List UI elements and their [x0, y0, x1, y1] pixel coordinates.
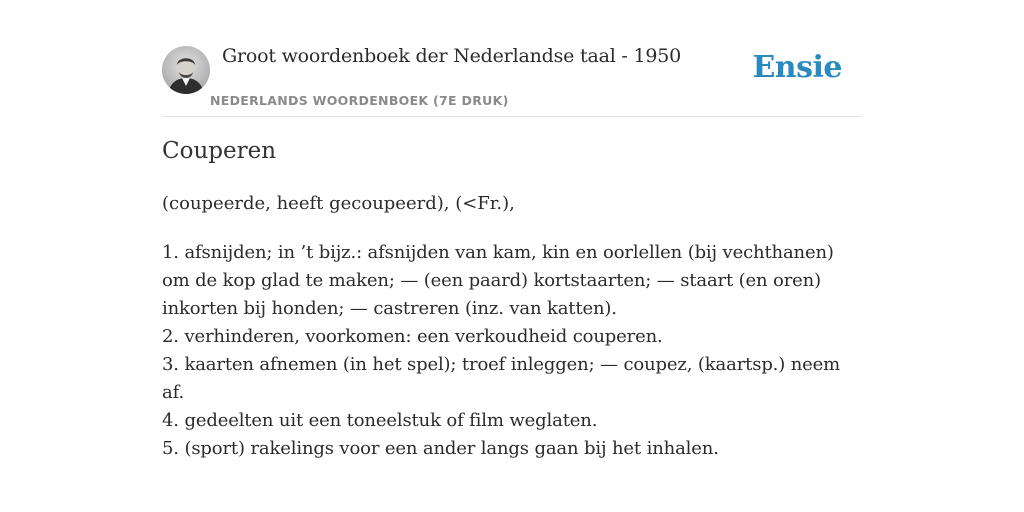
definition-item: 5. (sport) rakelings voor een ander langs gaan bij het inhalen. — [162, 438, 719, 459]
brand-logo[interactable]: Ensie — [752, 50, 842, 85]
definition-item: 2. verhinderen, voorkomen: een verkoudheid couperen. — [162, 326, 663, 347]
source-header — [162, 44, 862, 117]
source-subtitle: NEDERLANDS WOORDENBOEK (7E DRUK) — [210, 93, 509, 108]
entry-headword: Couperen — [162, 138, 277, 164]
author-avatar[interactable] — [162, 46, 210, 94]
definition-item: 4. gedeelten uit een toneelstuk of film weglaten. — [162, 410, 598, 431]
entry-grammar: (coupeerde, heeft gecoupeerd), (<Fr.), — [162, 193, 515, 214]
source-title[interactable]: Groot woordenboek der Nederlandse taal - 1950 — [222, 45, 682, 67]
definition-item: 3. kaarten afnemen (in het spel); troef inleggen; — coupez, (kaartsp.) neem af. — [162, 354, 841, 403]
portrait-photo-icon — [162, 46, 210, 94]
definition-list — [162, 239, 866, 463]
definition-item: 1. afsnijden; in ’t bijz.: afsnijden van kam, kin en oorlellen (bij vechthanen) om de kop glad te maken; — (een paard) kortstaarten; — staart (en oren) inkorten bij honden; — castreren (inz. van katten). — [162, 242, 834, 319]
